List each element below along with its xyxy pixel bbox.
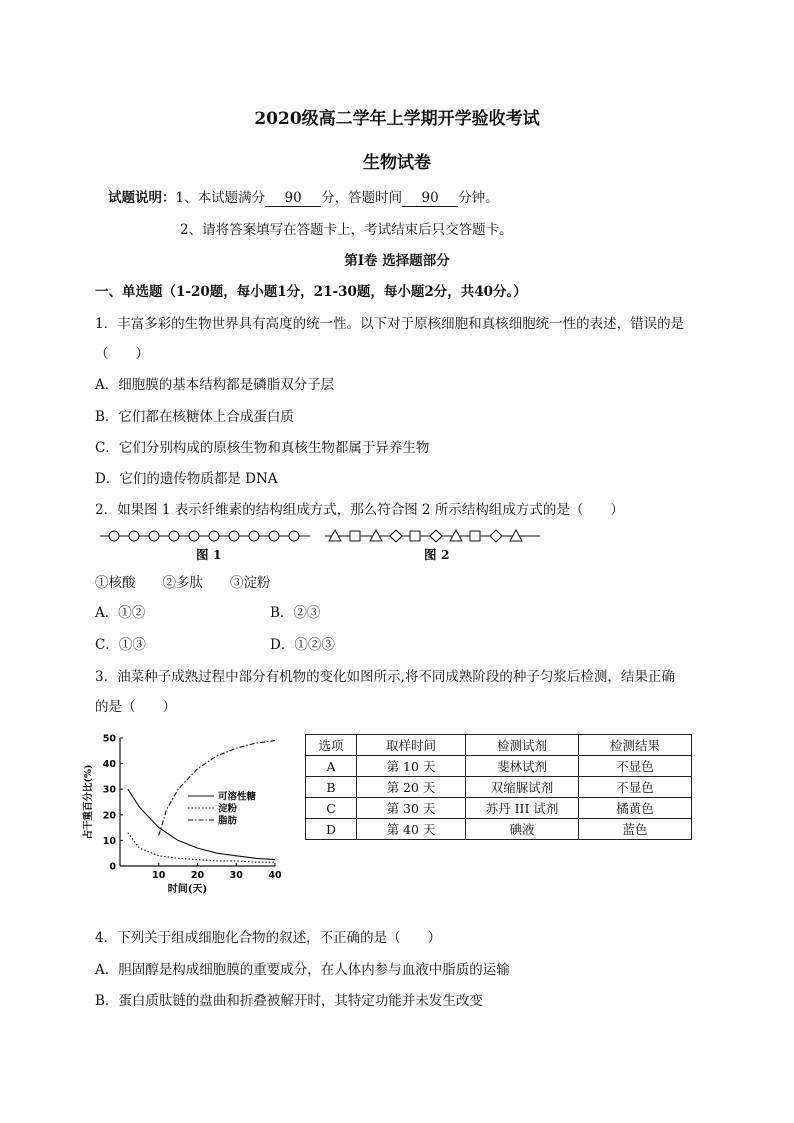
table-cell: 第 30 天 <box>357 798 466 819</box>
table-cell: 第 20 天 <box>357 777 466 798</box>
table-cell: 橘黄色 <box>579 798 692 819</box>
q2-structure-figures <box>100 526 550 566</box>
table-cell: 碘液 <box>466 819 579 840</box>
instructions-item1-pre: 1、本试题满分 <box>175 190 266 206</box>
fig2-label: 图 2 <box>424 547 450 562</box>
exam-title: 2020级高二学年上学期开学验收考试 <box>254 109 540 129</box>
y-tick-label: 20 <box>102 810 116 822</box>
instructions-line-1 <box>108 186 499 207</box>
y-tick-label: 10 <box>102 835 116 847</box>
x-tick-label: 10 <box>152 870 166 881</box>
table-row <box>306 777 692 798</box>
q3-line-chart <box>80 728 290 898</box>
time-blank: 90 <box>402 190 458 207</box>
table-cell: 斐林试剂 <box>466 756 579 777</box>
q4-option-b: B．蛋白质肽链的盘曲和折叠被解开时，其特定功能并未发生改变 <box>95 993 483 1009</box>
series-line-dashdot <box>159 741 275 836</box>
section-heading: 一、单选题（1-20题，每小题1分，21-30题，每小题2分，共40分。） <box>95 284 527 300</box>
table-cell: B <box>306 777 357 798</box>
x-axis-label: 时间(天) <box>167 884 208 895</box>
x-tick-label: 20 <box>190 870 205 881</box>
table-cell: D <box>306 819 357 840</box>
table-cell: 不显色 <box>579 756 692 777</box>
q3-stem-line2: 的是（ ） <box>95 699 176 715</box>
y-tick-label: 30 <box>102 784 116 796</box>
q1-option-b: B．它们都在核糖体上合成蛋白质 <box>95 409 294 425</box>
instructions-item1-mid: 分，答题时间 <box>321 190 403 206</box>
q1-paren: （ ） <box>95 346 149 362</box>
part1-heading: 第Ⅰ卷 选择题部分 <box>344 253 450 269</box>
legend-label: 淀粉 <box>218 803 238 815</box>
q2-option-c: C．①③ <box>95 637 146 653</box>
y-tick-label: 0 <box>109 861 116 873</box>
table-cell: 不显色 <box>579 777 692 798</box>
q2-option-b: B．②③ <box>270 605 321 621</box>
q3-result-table <box>305 734 692 840</box>
figure1-chain <box>100 531 310 541</box>
full-score-blank: 90 <box>265 190 321 207</box>
y-tick-label: 50 <box>102 733 116 745</box>
y-axis-label: 占干重百分比(%) <box>83 764 94 840</box>
q1-option-a: A．细胞膜的基本结构都是磷脂双分子层 <box>95 377 335 393</box>
legend-label: 脂肪 <box>218 815 238 827</box>
table-header-row <box>306 735 692 756</box>
table-cell: 双缩脲试剂 <box>466 777 579 798</box>
table-header-cell: 选项 <box>306 735 357 756</box>
q1-option-d: D．它们的遗传物质都是 DNA <box>95 471 278 487</box>
y-tick-label: 40 <box>102 759 116 771</box>
legend-label: 可溶性糖 <box>218 791 257 803</box>
table-cell: 蓝色 <box>579 819 692 840</box>
table-row <box>306 756 692 777</box>
q2-items: ①核酸 ②多肽 ③淀粉 <box>95 575 271 591</box>
table-row <box>306 819 692 840</box>
q2-option-a: A．①② <box>95 605 146 621</box>
exam-subtitle: 生物试卷 <box>363 153 431 173</box>
q4-option-a: A．胆固醇是构成细胞膜的重要成分，在人体内参与血液中脂质的运输 <box>95 962 510 978</box>
x-tick-label: 40 <box>268 870 282 881</box>
table-cell: C <box>306 798 357 819</box>
x-tick-label: 30 <box>229 870 243 881</box>
table-header-cell: 检测结果 <box>579 735 692 756</box>
fig1-label: 图 1 <box>196 547 222 562</box>
table-cell: 苏丹 III 试剂 <box>466 798 579 819</box>
table-row <box>306 798 692 819</box>
q3-stem-line1: 3．油菜种子成熟过程中部分有机物的变化如图所示,将不同成熟阶段的种子匀浆后检测，结果正确 <box>95 669 675 685</box>
table-cell: A <box>306 756 357 777</box>
table-cell: 第 40 天 <box>357 819 466 840</box>
instructions-line-2: 2、请将答案填写在答题卡上，考试结束后只交答题卡。 <box>180 222 513 238</box>
q4-stem: 4．下列关于组成细胞化合物的叙述，不正确的是（ ） <box>95 930 442 946</box>
instructions-item1-post: 分钟。 <box>458 190 499 206</box>
instructions-label: 试题说明： <box>108 190 176 206</box>
table-cell: 第 10 天 <box>357 756 466 777</box>
table-header-cell: 取样时间 <box>357 735 466 756</box>
table-header-cell: 检测试剂 <box>466 735 579 756</box>
q1-option-c: C．它们分别构成的原核生物和真核生物都属于异养生物 <box>95 440 430 456</box>
figure2-chain <box>325 530 540 542</box>
q2-stem: 2．如果图 1 表示纤维素的结构组成方式，那么符合图 2 所示结构组成方式的是（ ） <box>95 502 624 518</box>
q2-option-d: D．①②③ <box>270 637 335 653</box>
q1-stem: 1．丰富多彩的生物世界具有高度的统一性。以下对于原核细胞和真核细胞统一性的表述，错误的是 <box>95 316 685 332</box>
